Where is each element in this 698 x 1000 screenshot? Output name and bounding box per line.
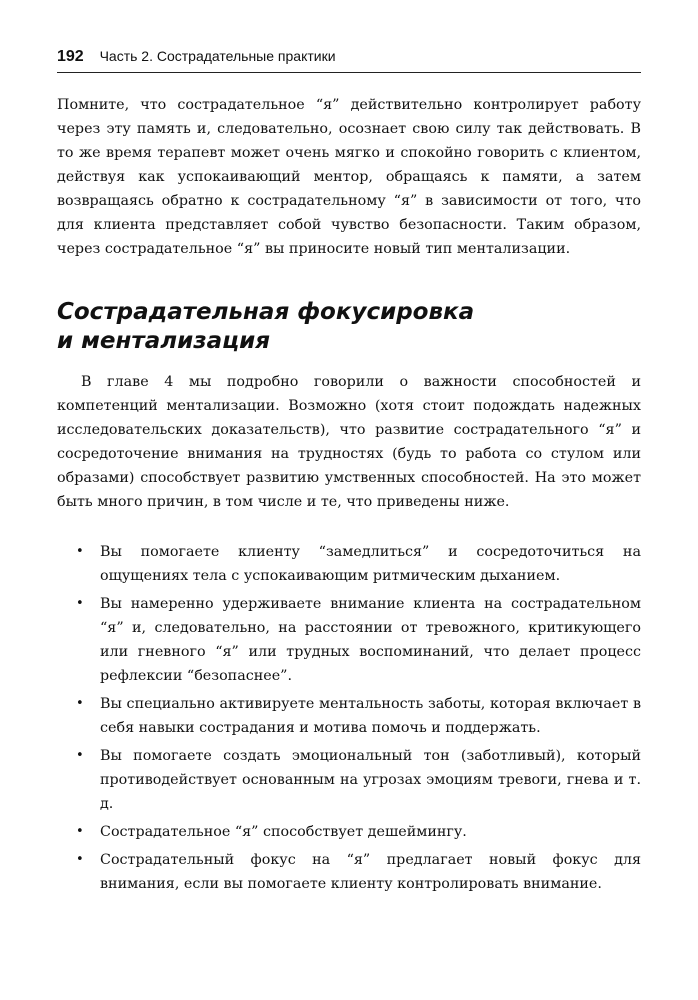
list-item [57,744,641,816]
section-heading [57,298,641,356]
list-item-text: Сострадательное “я” способствует дешеймингу. [100,824,467,840]
part-title: Часть 2. Сострадательные практики [99,48,336,64]
list-item [57,848,641,896]
bullet-icon: • [76,544,84,559]
page-number: 192 [57,48,84,65]
list-item [57,592,641,688]
list-item [57,540,641,588]
running-head [57,44,641,73]
bullet-icon: • [76,852,84,867]
list-item-text: Вы помогаете создать эмоциональный тон (заботливый), который противодействует основанным на угрозах эмоциям тревоги, гнева и т. д. [100,748,641,812]
bullet-list [57,540,641,900]
bullet-icon: • [76,748,84,763]
bullet-icon: • [76,824,84,839]
section-heading-line-1: Сострадательная фокусировка [57,299,475,325]
list-item-text: Сострадательный фокус на “я” предлагает новый фокус для внимания, если вы помогаете клиенту контролировать внимание. [100,852,641,892]
list-item [57,692,641,740]
list-item-text: Вы намеренно удерживаете внимание клиента на сострадательном “я” и, следовательно, на расстоянии от тревожного, критикующего или гневного “я” или трудных воспоминаний, что делает процесс рефлексии “безопаснее”. [100,596,641,684]
section-heading-line-2: и ментализация [57,328,271,354]
bullet-icon: • [76,696,84,711]
list-item-text: Вы помогаете клиенту “замедлиться” и сосредоточиться на ощущениях тела с успокаивающим ритмическим дыханием. [100,544,641,584]
list-item-text: Вы специально активируете ментальность заботы, которая включает в себя навыки сострадания и мотива помочь и поддержать. [100,696,641,736]
intro-paragraph: Помните, что сострадательное “я” действительно контролирует работу через эту память и, следовательно, осознает свою силу так действовать. В то же время терапевт может очень мягко и спокойно говорить с клиентом, действуя как успокаивающий ментор, обращаясь к памяти, а затем возвращаясь обратно к сострадательному “я” в зависимости от того, что для клиента представляет собой чувство безопасности. Таким образом, через сострадательное “я” вы приносите новый тип ментализации. [57,97,641,257]
bullet-icon: • [76,596,84,611]
list-item [57,820,641,844]
section-paragraph: В главе 4 мы подробно говорили о важности способностей и компетенций ментализации. Возможно (хотя стоит подождать надежных исследовательских доказательств), что развитие сострадательного “я” и сосредоточение внимания на трудностях (будь то работа со стулом или образами) способствует развитию умственных способностей. На это может быть много причин, в том числе и те, что приведены ниже. [57,374,641,510]
